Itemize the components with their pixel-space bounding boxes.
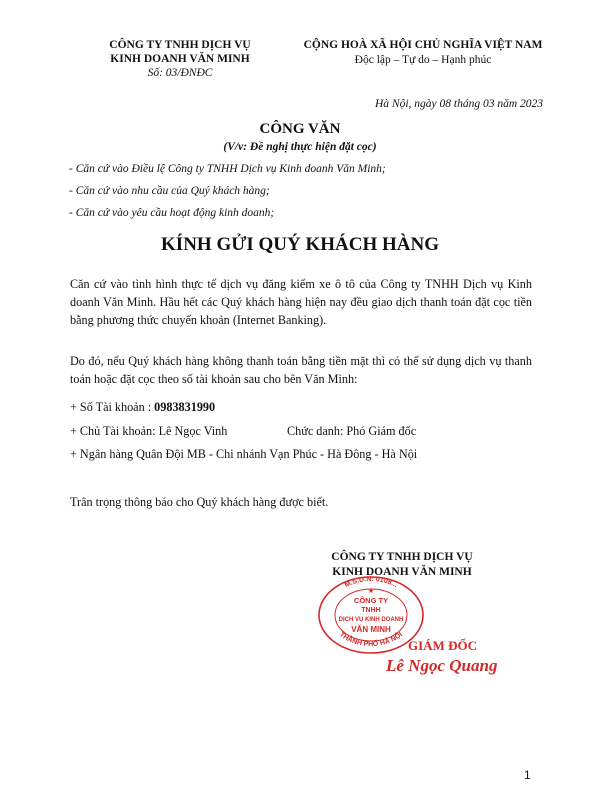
signature-company-line1: CÔNG TY TNHH DỊCH VỤ [331, 551, 473, 563]
company-header [80, 38, 280, 80]
stamp-ring-bottom-text: THÀNH PHỐ HÀ NỘI [338, 631, 404, 649]
account-holder: + Chủ Tài khoản: Lê Ngọc Vinh [70, 424, 228, 438]
document-date: Hà Nội, ngày 08 tháng 03 năm 2023 [374, 98, 543, 110]
nation-name: CỘNG HOÀ XÃ HỘI CHỦ NGHĨA VIỆT NAM [303, 39, 543, 51]
stamp-star-icon: ★ [367, 587, 375, 595]
company-name-line1: CÔNG TY TNHH DỊCH VỤ [109, 39, 251, 51]
closing-remark: Trân trọng thông báo cho Quý khách hàng được biết. [70, 495, 329, 509]
account-number-label: + Số Tài khoản : [70, 400, 155, 414]
document-title: CÔNG VĂN [259, 121, 341, 137]
national-motto: Độc lập – Tự do – Hạnh phúc [354, 54, 492, 66]
page-number: 1 [524, 768, 531, 782]
basis-item: - Căn cứ vào nhu cầu của Quý khách hàng; [69, 185, 270, 197]
account-number-line [70, 400, 215, 415]
document-subject: (V/v: Đề nghị thực hiện đặt cọc) [223, 141, 377, 153]
bank-name: + Ngân hàng Quân Đội MB - Chi nhánh Vạn Phúc - Hà Đông - Hà Nội [70, 447, 418, 461]
signer-role: GIÁM ĐỐC [408, 638, 477, 653]
signature-company-line2: KINH DOANH VĂN MINH [332, 566, 472, 578]
stamp-ring-top-text: M.S.D.N: 0108... [343, 575, 399, 590]
stamp-center-line2: TNHH [361, 607, 381, 614]
account-number-value: 0983831990 [154, 400, 216, 414]
body-paragraph: Do đó, nếu Quý khách hàng không thanh toán bằng tiền mặt thì có thể sử dụng dịch vụ thanh toán hoặc đặt cọc theo số tài khoản sau cho bên Văn Minh: [70, 354, 532, 386]
stamp-center-line4: VĂN MINH [351, 625, 391, 634]
body-paragraph: Căn cứ vào tình hình thực tế dịch vụ đăng kiểm xe ô tô của Công ty TNHH Dịch vụ Kinh doanh Văn Minh. Hầu hết các Quý khách hàng hiện nay đều giao dịch thanh toán đặt cọc tiền bằng phương thức chuyển khoản (Internet Banking). [70, 277, 532, 327]
basis-item: - Căn cứ vào yêu cầu hoạt động kinh doanh; [69, 207, 275, 219]
company-name-line2: KINH DOANH VĂN MINH [110, 53, 250, 65]
basis-item: - Căn cứ vào Điều lệ Công ty TNHH Dịch vụ Kinh doanh Văn Minh; [69, 163, 386, 175]
nation-header [278, 38, 568, 68]
signer-name: Lê Ngọc Quang [386, 656, 498, 675]
account-holder-position: Chức danh: Phó Giám đốc [287, 424, 417, 438]
salutation-heading: KÍNH GỬI QUÝ KHÁCH HÀNG [161, 234, 439, 255]
stamp-center-line3: DỊCH VỤ KINH DOANH [338, 617, 404, 623]
document-number: Số: 03/ĐNĐC [147, 67, 213, 79]
stamp-center-line1: CÔNG TY [353, 596, 389, 605]
